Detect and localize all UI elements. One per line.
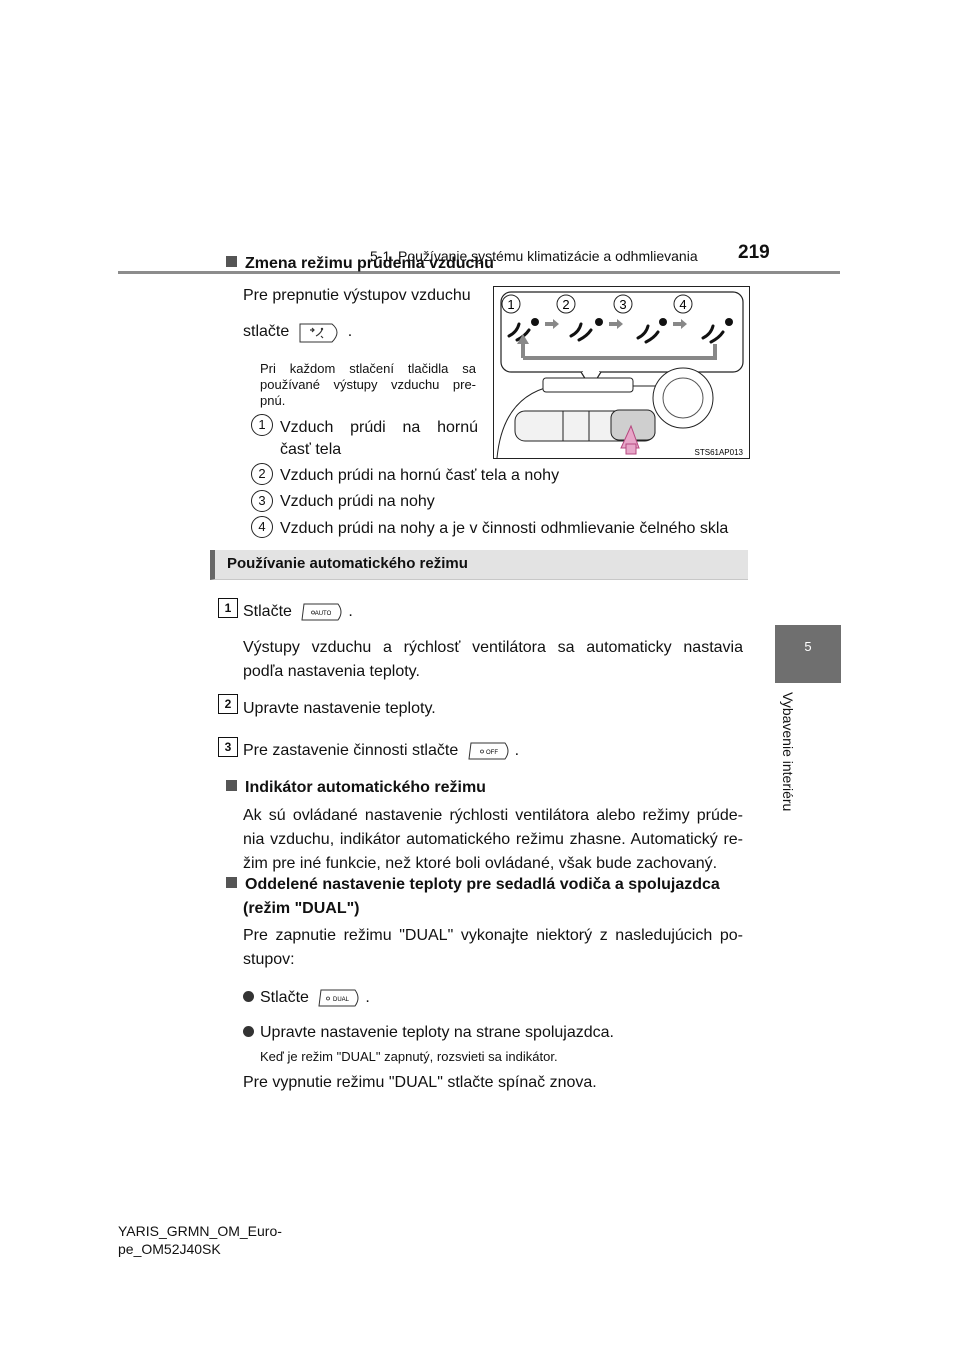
dual-heading-line2: (režim "DUAL"): [243, 900, 360, 917]
mode-4-text: Vzduch prúdi na nohy a je v činnosti odhmlievanie čelného skla: [280, 520, 729, 537]
mode-3-text: Vzduch prúdi na nohy: [280, 493, 435, 510]
indicator-line2: nia vzduchu, indikátor automatického režimu zhasne. Automatický re-: [243, 831, 743, 848]
mode-3-number: 3: [251, 490, 273, 512]
callout-1: 1: [507, 297, 515, 312]
svg-text:AUTO: AUTO: [315, 610, 332, 617]
section-title: 5-1. Používanie systému klimatizácie a odhmlievania: [370, 248, 698, 264]
airflow-mode-button-icon: [296, 318, 346, 346]
airflow-note: Pri každom stlačení tlačidla sa používané výstupy vzduchu pre- pnú.: [260, 361, 476, 408]
round-bullet-icon: [243, 991, 254, 1002]
square-bullet-icon: [226, 256, 237, 267]
indicator-line3: žim pre iné funkcie, než ktoré boli ovládané, však bude zachovaný.: [243, 855, 718, 872]
step-2-number: 2: [218, 694, 238, 714]
callout-3: 3: [619, 297, 627, 312]
airflow-figure: [493, 286, 750, 459]
svg-text:OFF: OFF: [485, 749, 498, 756]
dual-button-icon: [315, 987, 363, 1009]
chapter-label: Vybavenie interiéru: [780, 692, 796, 812]
mode-1-number: 1: [251, 414, 273, 436]
footer-line2: pe_OM52J40SK: [118, 1241, 221, 1257]
indicator-heading: Indikátor automatického režimu: [226, 779, 486, 797]
callout-4: 4: [679, 297, 687, 312]
step-2-text: Upravte nastavenie teploty.: [243, 700, 436, 717]
step-3-number: 3: [218, 737, 238, 757]
auto-section-title: Používanie automatického režimu: [227, 555, 468, 572]
square-bullet-icon: [226, 877, 237, 888]
dual-intro-line1: Pre zapnutie režimu "DUAL" vykonajte niektorý z nasledujúcich po-: [243, 927, 743, 944]
mode-4-number: 4: [251, 516, 273, 538]
airflow-intro-line1: Pre prepnutie výstupov vzduchu: [243, 287, 471, 304]
dual-outro: Pre vypnutie režimu "DUAL" stlačte spínač znova.: [243, 1074, 597, 1091]
figure-code: STS61AP013: [694, 448, 743, 457]
step-1-detail-line1: Výstupy vzduchu a rýchlosť ventilátora sa automaticky nastavia: [243, 639, 743, 656]
indicator-line1: Ak sú ovládané nastavenie rýchlosti ventilátora alebo režimy prúde-: [243, 807, 743, 824]
step-1-text: Stlačte AUTO .: [243, 600, 353, 624]
dual-bullet-2: Upravte nastavenie teploty na strane spolujazdca.: [243, 1021, 614, 1045]
mode-2-text: Vzduch prúdi na hornú časť tela a nohy: [280, 467, 560, 484]
chapter-number: 5: [804, 639, 812, 654]
step-1-number: 1: [218, 598, 238, 618]
step-3-text: Pre zastavenie činnosti stlačte OFF .: [243, 739, 519, 763]
page-number: 219: [738, 242, 770, 263]
dual-intro-line2: stupov:: [243, 951, 295, 968]
round-bullet-icon: [243, 1026, 254, 1037]
off-button-icon: [465, 740, 513, 762]
callout-2: 2: [562, 297, 570, 312]
dual-heading-line1: Oddelené nastavenie teploty pre sedadlá vodiča a spolujazdca: [226, 876, 720, 894]
chapter-tab: [775, 625, 841, 683]
airflow-heading: Zmena režimu prúdenia vzduchu: [226, 255, 494, 273]
auto-section-bar: [210, 550, 748, 580]
document-footer: [118, 1222, 282, 1258]
mode-2-number: 2: [251, 463, 273, 485]
step-1-detail-line2: podľa nastavenia teploty.: [243, 663, 420, 680]
chapter-label-wrap: [782, 692, 802, 832]
dual-note: Keď je režim "DUAL" zapnutý, rozsvieti sa indikátor.: [260, 1049, 558, 1064]
square-bullet-icon: [226, 780, 237, 791]
auto-button-icon: [298, 601, 346, 623]
airflow-intro-line2: stlačte .: [243, 318, 352, 346]
dual-bullet-1: Stlačte DUAL .: [243, 986, 370, 1010]
mode-1-text-line2: časť tela: [280, 441, 342, 458]
svg-text:DUAL: DUAL: [333, 996, 350, 1003]
footer-line1: YARIS_GRMN_OM_Euro-: [118, 1223, 282, 1239]
mode-1-text-line1: Vzduch prúdi na hornú: [280, 419, 478, 436]
